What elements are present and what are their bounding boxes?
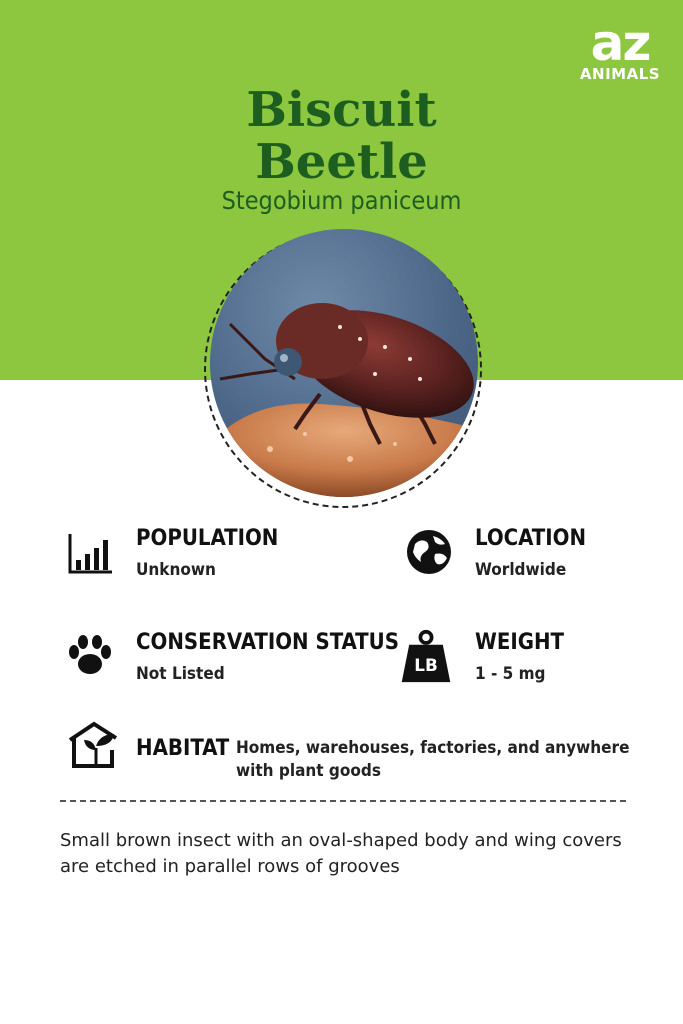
conservation-value: Not Listed <box>136 664 225 684</box>
location-value: Worldwide <box>475 560 567 580</box>
scientific-name: Stegobium paniceum <box>221 186 462 215</box>
paw-icon <box>66 630 116 680</box>
population-label: POPULATION <box>136 526 279 551</box>
logo-animals: ANIMALS <box>579 65 661 83</box>
weight-value: 1 - 5 mg <box>475 664 546 684</box>
population-value: Unknown <box>136 560 216 580</box>
page-title <box>0 84 683 188</box>
section-divider <box>60 800 626 802</box>
habitat-label: HABITAT <box>136 736 230 761</box>
description-text: Small brown insect with an oval-shaped body and wing covers are etched in parallel rows of grooves <box>60 830 622 877</box>
title-line-1: Biscuit <box>246 82 437 138</box>
habitat-value: Homes, warehouses, factories, and anywhere with plant goods <box>236 738 630 781</box>
title-line-2: Beetle <box>255 134 428 190</box>
bar-chart-icon <box>66 526 116 576</box>
weight-icon-text: LB <box>414 654 438 675</box>
logo-az: az <box>590 14 650 72</box>
weight-label: WEIGHT <box>475 630 565 655</box>
house-plant-icon <box>66 720 122 770</box>
beetle-photo <box>210 229 478 497</box>
az-animals-logo[interactable] <box>579 14 661 83</box>
globe-icon <box>405 526 455 576</box>
conservation-label: CONSERVATION STATUS <box>136 630 399 655</box>
location-label: LOCATION <box>475 526 587 551</box>
weight-icon <box>398 628 454 684</box>
beetle-illustration <box>210 229 478 497</box>
